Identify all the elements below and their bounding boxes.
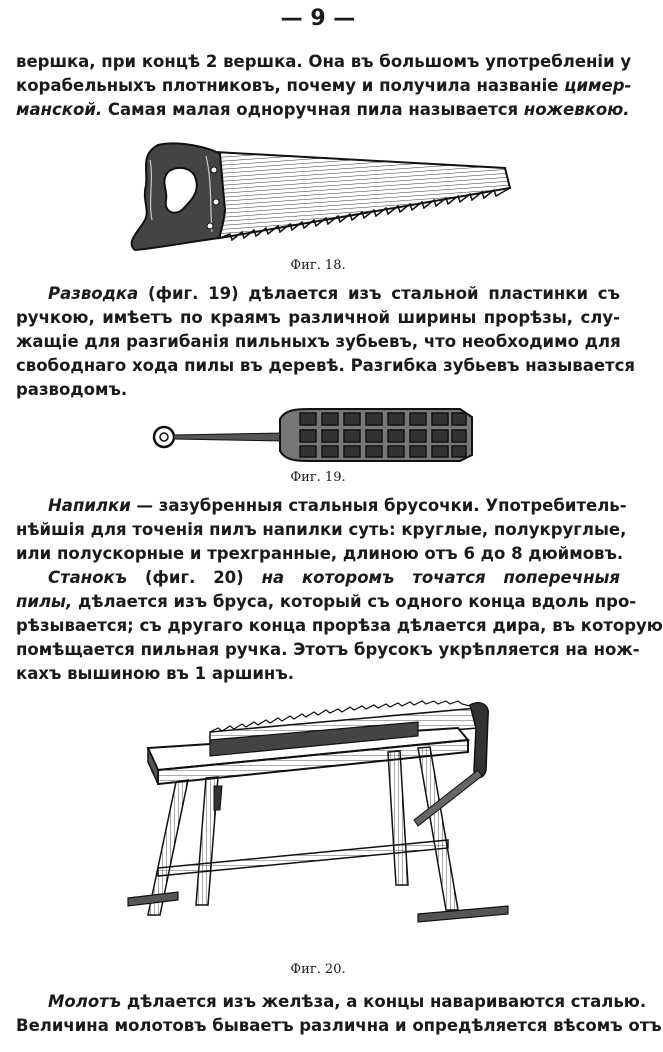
text-line: свободнаго хода пилы въ деревѣ. Разгибка зубьевъ называется — [16, 356, 635, 375]
text-line: Величина молотовъ бываетъ различна и опредѣляется вѣсомъ отъ — [16, 1016, 662, 1035]
paragraph-napilki — [16, 494, 627, 566]
text-line: манской. Самая малая одноручная пила называется ножевкою. — [16, 100, 630, 119]
text-line: вершка, при концѣ 2 вершка. Она въ большомъ употребленіи у — [16, 52, 632, 71]
saw-set-illustration — [150, 405, 480, 465]
text-line: нѣйшія для точенія пилъ напилки суть: круглые, полукруглые, — [16, 520, 627, 539]
text-line: Напилки — зазубренныя стальныя брусочки. Употребитель- — [48, 496, 627, 515]
text-line: рѣзывается; съ другаго конца прорѣза дѣлается дира, въ которую — [16, 616, 663, 635]
text-line: кахъ вышиною въ 1 аршинъ. — [16, 664, 294, 683]
figure-18-caption: Фиг. 18. — [290, 258, 346, 273]
page-number: — 9 — — [280, 6, 356, 31]
text-line: Молотъ дѣлается изъ желѣза, а концы навариваются сталью. — [48, 992, 647, 1011]
text-line: корабельныхъ плотниковъ, почему и получила названіе цимер- — [16, 76, 632, 95]
text-line: помѣщается пильная ручка. Этотъ брусокъ укрѣпляется на нож- — [16, 640, 640, 659]
text-line: пилы, дѣлается изъ бруса, который съ одного конца вдоль про- — [16, 592, 637, 611]
saw-bench-illustration — [118, 700, 528, 950]
paragraph-razvodka — [16, 282, 635, 402]
figure-20-caption: Фиг. 20. — [290, 962, 346, 977]
paragraph-molot — [16, 990, 662, 1038]
text-line: ручкою, имѣетъ по краямъ различной ширины прорѣзы, слу- — [16, 308, 620, 327]
text-line: Разводка (фиг. 19) дѣлается изъ стальной пластинки съ — [48, 284, 620, 303]
paragraph-stanok — [16, 566, 663, 686]
text-line: разводомъ. — [16, 380, 128, 399]
text-line: или полускорные и трехгранные, длиною отъ 6 до 8 дюймовъ. — [16, 544, 624, 563]
text-line: жащіе для разгибанія пильныхъ зубьевъ, что необходимо для — [16, 332, 621, 351]
paragraph-pila — [16, 50, 632, 122]
text-line: Станокъ (фиг. 20) на которомъ точатся поперечныя — [48, 568, 620, 587]
figure-19-caption: Фиг. 19. — [290, 470, 346, 485]
hand-saw-illustration — [120, 140, 520, 255]
